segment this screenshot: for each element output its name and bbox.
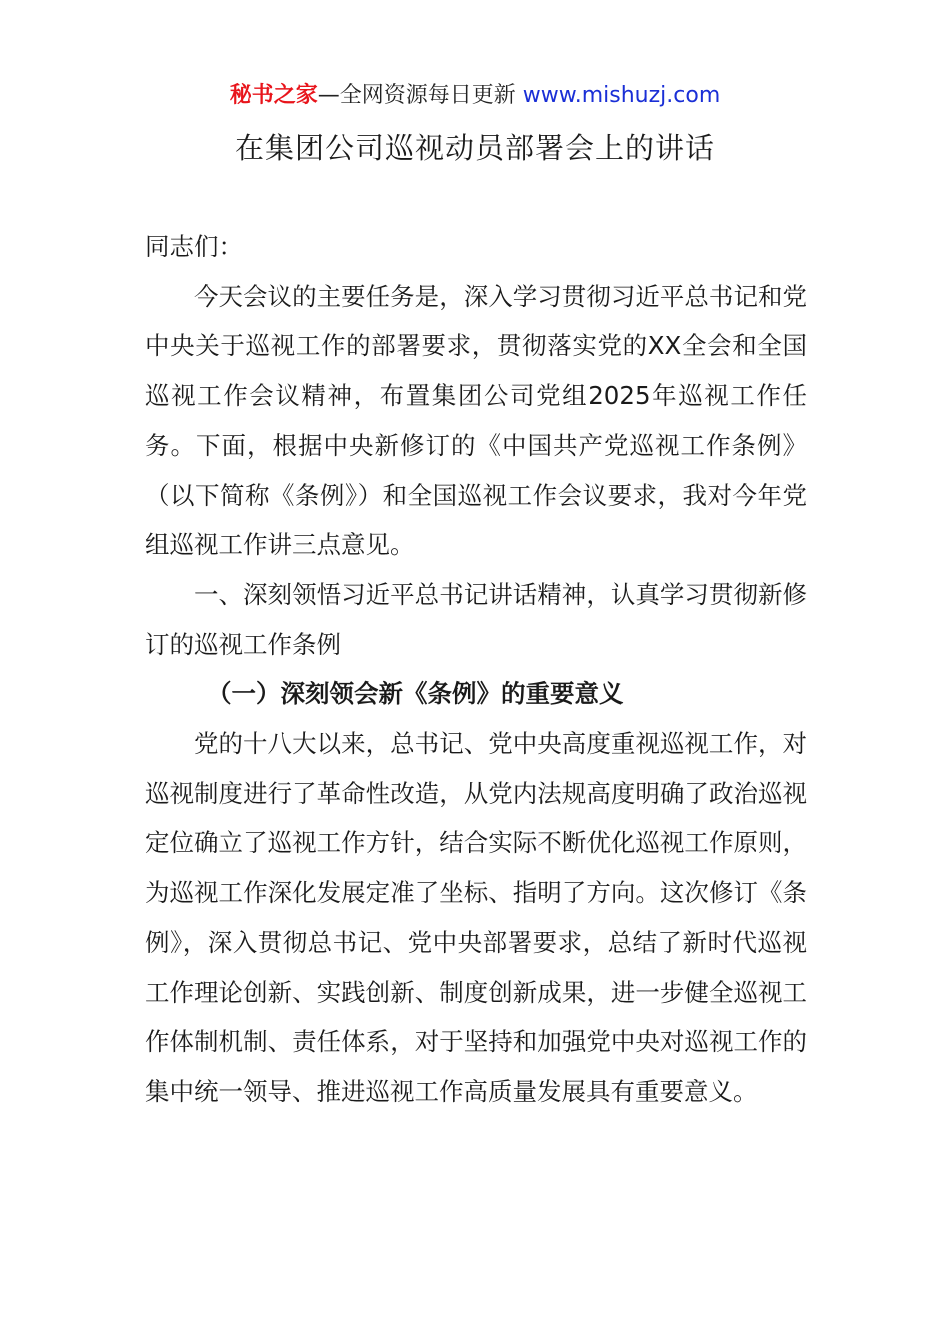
document-title: 在集团公司巡视动员部署会上的讲话: [234, 131, 715, 165]
intro-paragraph: 今天会议的主要任务是，深入学习贯彻习近平总书记和党中央关于巡视工作的部署要求，贯彻落实党的XX全会和全国巡视工作会议精神，布置集团公司党组2025年巡视工作任务。下面，根据中央新修订的《中国共产党巡视工作条例》（以下简称《条例》）和全国巡视工作会议要求，我对今年党组巡视工作讲三点意见。: [145, 281, 807, 560]
document-body: [145, 222, 807, 1117]
body-paragraph: 党的十八大以来，总书记、党中央高度重视巡视工作，对巡视制度进行了革命性改造，从党内法规高度明确了政治巡视定位确立了巡视工作方针，结合实际不断优化巡视工作原则，为巡视工作深化发展定准了坐标、指明了方向。这次修订《条例》，深入贯彻总书记、党中央部署要求，总结了新时代巡视工作理论创新、实践创新、制度创新成果，进一步健全巡视工作体制机制、责任体系，对于坚持和加强党中央对巡视工作的集中统一领导、推进巡视工作高质量发展具有重要意义。: [145, 729, 807, 1106]
site-url-link[interactable]: www.mishuzj.com: [522, 83, 721, 108]
salutation: 同志们：: [145, 232, 243, 261]
site-header: [0, 80, 950, 112]
site-brand: 秘书之家: [229, 83, 318, 108]
subsection-heading: （一）深刻领会新《条例》的重要意义: [207, 679, 624, 709]
section-heading: 一、深刻领悟习近平总书记讲话精神，认真学习贯彻新修订的巡视工作条例: [145, 579, 807, 659]
site-tagline: —全网资源每日更新: [317, 83, 516, 108]
